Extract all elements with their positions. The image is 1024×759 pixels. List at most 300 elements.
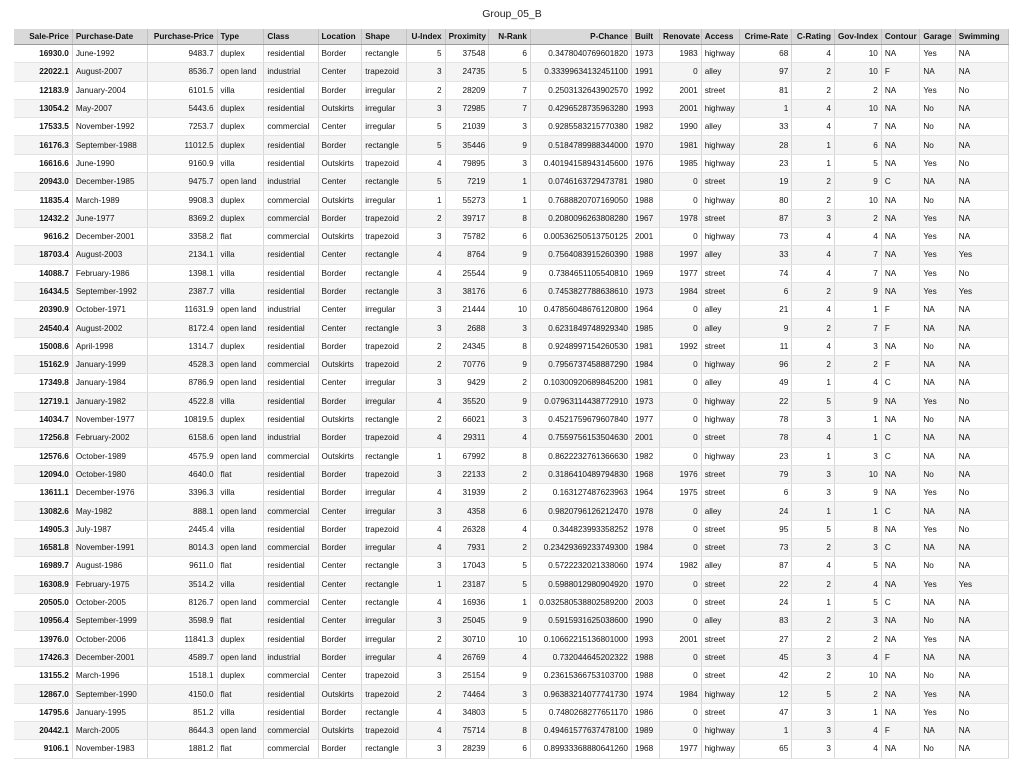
table-row[interactable]	[14, 337, 1009, 355]
table-cell[interactable]: irregular	[362, 539, 407, 557]
table-cell[interactable]: 5	[489, 703, 531, 721]
table-cell[interactable]: 2	[407, 209, 446, 227]
table-cell[interactable]: residential	[264, 630, 318, 648]
table-cell[interactable]: alley	[701, 319, 740, 337]
table-cell[interactable]: irregular	[362, 301, 407, 319]
table-cell[interactable]: 4	[489, 429, 531, 447]
table-cell[interactable]: villa	[217, 520, 264, 538]
table-cell[interactable]: October-1989	[72, 447, 147, 465]
table-cell[interactable]: 22022.1	[14, 63, 72, 81]
table-cell[interactable]: commercial	[264, 227, 318, 245]
table-cell[interactable]: villa	[217, 154, 264, 172]
table-cell[interactable]: 7253.7	[147, 118, 217, 136]
table-cell[interactable]: Outskirts	[318, 410, 362, 428]
table-cell[interactable]: NA	[955, 136, 1008, 154]
table-cell[interactable]: 4150.0	[147, 685, 217, 703]
table-cell[interactable]: 4	[834, 227, 881, 245]
table-cell[interactable]: NA	[955, 319, 1008, 337]
table-cell[interactable]: open land	[217, 648, 264, 666]
column-header[interactable]: Class	[264, 29, 318, 45]
table-cell[interactable]: 87	[740, 557, 792, 575]
table-cell[interactable]: C	[881, 593, 920, 611]
table-cell[interactable]: NA	[955, 667, 1008, 685]
table-cell[interactable]: street	[701, 282, 740, 300]
table-cell[interactable]: 3396.3	[147, 484, 217, 502]
table-row[interactable]	[14, 301, 1009, 319]
table-cell[interactable]: flat	[217, 557, 264, 575]
table-cell[interactable]: No	[920, 557, 955, 575]
table-cell[interactable]: 2	[792, 81, 835, 99]
table-cell[interactable]: 9429	[445, 374, 489, 392]
table-cell[interactable]: open land	[217, 173, 264, 191]
table-cell[interactable]: alley	[701, 557, 740, 575]
table-cell[interactable]: Border	[318, 264, 362, 282]
table-cell[interactable]: 28239	[445, 740, 489, 758]
table-cell[interactable]: highway	[701, 356, 740, 374]
table-cell[interactable]: duplex	[217, 99, 264, 117]
table-cell[interactable]: No	[920, 612, 955, 630]
table-cell[interactable]: Center	[318, 612, 362, 630]
table-row[interactable]	[14, 209, 1009, 227]
table-cell[interactable]: 29311	[445, 429, 489, 447]
table-cell[interactable]: flat	[217, 685, 264, 703]
table-row[interactable]	[14, 575, 1009, 593]
table-cell[interactable]: duplex	[217, 136, 264, 154]
table-cell[interactable]: 1985	[660, 154, 702, 172]
table-cell[interactable]: 3	[407, 301, 446, 319]
table-cell[interactable]: 1970	[631, 575, 659, 593]
table-cell[interactable]: 10	[834, 63, 881, 81]
table-cell[interactable]: 12576.6	[14, 447, 72, 465]
table-cell[interactable]: NA	[955, 337, 1008, 355]
column-header[interactable]: Gov-Index	[834, 29, 881, 45]
table-cell[interactable]: Yes	[955, 575, 1008, 593]
table-cell[interactable]: 72985	[445, 99, 489, 117]
table-cell[interactable]: 3	[407, 99, 446, 117]
table-cell[interactable]: 6101.5	[147, 81, 217, 99]
table-cell[interactable]: 3	[407, 465, 446, 483]
table-cell[interactable]: Center	[318, 575, 362, 593]
table-cell[interactable]: 1	[834, 301, 881, 319]
table-cell[interactable]: 1	[834, 410, 881, 428]
table-cell[interactable]: June-1977	[72, 209, 147, 227]
table-cell[interactable]: 1970	[631, 136, 659, 154]
table-cell[interactable]: 0	[660, 520, 702, 538]
table-cell[interactable]: 8126.7	[147, 593, 217, 611]
table-cell[interactable]: alley	[701, 301, 740, 319]
table-cell[interactable]: industrial	[264, 301, 318, 319]
table-cell[interactable]: 8369.2	[147, 209, 217, 227]
table-cell[interactable]: 7931	[445, 539, 489, 557]
table-cell[interactable]: 0	[660, 392, 702, 410]
table-cell[interactable]: 4	[407, 392, 446, 410]
table-cell[interactable]: 11835.4	[14, 191, 72, 209]
table-cell[interactable]: 9	[489, 356, 531, 374]
table-cell[interactable]: NA	[955, 118, 1008, 136]
table-cell[interactable]: Yes	[920, 154, 955, 172]
table-cell[interactable]: NA	[881, 136, 920, 154]
table-cell[interactable]: 24	[740, 502, 792, 520]
table-cell[interactable]: 3	[792, 740, 835, 758]
table-cell[interactable]: 2001	[660, 81, 702, 99]
table-cell[interactable]: 68	[740, 45, 792, 63]
table-cell[interactable]: commercial	[264, 191, 318, 209]
table-cell[interactable]: commercial	[264, 447, 318, 465]
table-cell[interactable]: street	[701, 337, 740, 355]
table-row[interactable]	[14, 118, 1009, 136]
table-cell[interactable]: 1982	[631, 447, 659, 465]
table-cell[interactable]: duplex	[217, 45, 264, 63]
table-cell[interactable]: 11	[740, 337, 792, 355]
table-cell[interactable]: Center	[318, 667, 362, 685]
table-cell[interactable]: April-1998	[72, 337, 147, 355]
table-cell[interactable]: NA	[881, 81, 920, 99]
table-cell[interactable]: 3	[792, 465, 835, 483]
table-cell[interactable]: 4	[792, 227, 835, 245]
table-cell[interactable]: 6	[489, 740, 531, 758]
table-cell[interactable]: 0	[660, 593, 702, 611]
table-cell[interactable]: trapezoid	[362, 429, 407, 447]
table-cell[interactable]: 4	[792, 264, 835, 282]
table-cell[interactable]: 4	[792, 557, 835, 575]
table-cell[interactable]: NA	[881, 264, 920, 282]
table-cell[interactable]: NA	[955, 45, 1008, 63]
table-cell[interactable]: Outskirts	[318, 685, 362, 703]
table-cell[interactable]: 0.7956737458887290	[530, 356, 631, 374]
table-cell[interactable]: 4	[407, 703, 446, 721]
table-cell[interactable]: flat	[217, 465, 264, 483]
table-cell[interactable]: residential	[264, 465, 318, 483]
table-cell[interactable]: 15162.9	[14, 356, 72, 374]
table-cell[interactable]: 0	[660, 374, 702, 392]
table-cell[interactable]: 1993	[631, 99, 659, 117]
table-cell[interactable]: Center	[318, 246, 362, 264]
table-cell[interactable]: NA	[955, 740, 1008, 758]
table-cell[interactable]: 16581.8	[14, 539, 72, 557]
table-cell[interactable]: 8	[489, 337, 531, 355]
table-cell[interactable]: 5	[489, 63, 531, 81]
column-header[interactable]: Renovate	[660, 29, 702, 45]
table-cell[interactable]: August-1986	[72, 557, 147, 575]
table-row[interactable]	[14, 703, 1009, 721]
table-cell[interactable]: NA	[955, 721, 1008, 739]
table-cell[interactable]: NA	[881, 246, 920, 264]
table-cell[interactable]: rectangle	[362, 557, 407, 575]
table-cell[interactable]: No	[955, 264, 1008, 282]
table-cell[interactable]: Border	[318, 520, 362, 538]
table-cell[interactable]: 0.3186410489794830	[530, 465, 631, 483]
table-cell[interactable]: NA	[881, 45, 920, 63]
table-cell[interactable]: 3	[407, 502, 446, 520]
table-cell[interactable]: 6	[740, 484, 792, 502]
table-cell[interactable]: NA	[920, 374, 955, 392]
table-cell[interactable]: 0.032580538802589200	[530, 593, 631, 611]
table-cell[interactable]: NA	[881, 99, 920, 117]
table-cell[interactable]: 3	[489, 319, 531, 337]
table-cell[interactable]: 33	[740, 246, 792, 264]
table-cell[interactable]: trapezoid	[362, 721, 407, 739]
table-cell[interactable]: 1984	[660, 685, 702, 703]
table-cell[interactable]: villa	[217, 484, 264, 502]
table-cell[interactable]: 0.49461577637478100	[530, 721, 631, 739]
table-row[interactable]	[14, 429, 1009, 447]
table-cell[interactable]: 888.1	[147, 502, 217, 520]
table-cell[interactable]: 1984	[631, 539, 659, 557]
table-row[interactable]	[14, 612, 1009, 630]
table-cell[interactable]: 0.7384651105540810	[530, 264, 631, 282]
table-cell[interactable]: 0	[660, 356, 702, 374]
table-cell[interactable]: commercial	[264, 356, 318, 374]
table-cell[interactable]: 20442.1	[14, 721, 72, 739]
table-cell[interactable]: Yes	[955, 246, 1008, 264]
table-cell[interactable]: March-1996	[72, 667, 147, 685]
table-cell[interactable]: villa	[217, 575, 264, 593]
table-cell[interactable]: residential	[264, 45, 318, 63]
table-cell[interactable]: 1973	[631, 45, 659, 63]
table-cell[interactable]: industrial	[264, 173, 318, 191]
table-cell[interactable]: 8644.3	[147, 721, 217, 739]
table-cell[interactable]: highway	[701, 154, 740, 172]
column-header[interactable]: C-Rating	[792, 29, 835, 45]
table-cell[interactable]: Center	[318, 502, 362, 520]
table-cell[interactable]: 3	[834, 612, 881, 630]
table-cell[interactable]: 0	[660, 648, 702, 666]
table-cell[interactable]: Outskirts	[318, 99, 362, 117]
column-header[interactable]: U-Index	[407, 29, 446, 45]
table-cell[interactable]: irregular	[362, 374, 407, 392]
table-cell[interactable]: 4	[834, 740, 881, 758]
table-cell[interactable]: 4	[407, 539, 446, 557]
table-cell[interactable]: No	[920, 465, 955, 483]
table-cell[interactable]: 1881.2	[147, 740, 217, 758]
table-cell[interactable]: No	[920, 667, 955, 685]
table-cell[interactable]: 0.07963114438772910	[530, 392, 631, 410]
table-cell[interactable]: 23187	[445, 575, 489, 593]
table-cell[interactable]: 87	[740, 209, 792, 227]
table-cell[interactable]: 12	[740, 685, 792, 703]
table-cell[interactable]: 3	[407, 667, 446, 685]
table-cell[interactable]: 26328	[445, 520, 489, 538]
table-cell[interactable]: 12719.1	[14, 392, 72, 410]
table-cell[interactable]: 1992	[660, 337, 702, 355]
table-cell[interactable]: NA	[920, 447, 955, 465]
table-cell[interactable]: 20390.9	[14, 301, 72, 319]
table-cell[interactable]: 30710	[445, 630, 489, 648]
table-cell[interactable]: street	[701, 520, 740, 538]
table-cell[interactable]: irregular	[362, 118, 407, 136]
table-cell[interactable]: No	[920, 136, 955, 154]
table-cell[interactable]: highway	[701, 740, 740, 758]
table-cell[interactable]: NA	[955, 465, 1008, 483]
table-cell[interactable]: Border	[318, 282, 362, 300]
table-cell[interactable]: 4	[792, 301, 835, 319]
table-cell[interactable]: NA	[955, 99, 1008, 117]
table-row[interactable]	[14, 99, 1009, 117]
table-cell[interactable]: 1978	[660, 209, 702, 227]
table-cell[interactable]: 3	[792, 703, 835, 721]
table-cell[interactable]: November-1992	[72, 118, 147, 136]
table-cell[interactable]: 1988	[631, 191, 659, 209]
table-cell[interactable]: 26769	[445, 648, 489, 666]
table-cell[interactable]: 3	[792, 484, 835, 502]
table-cell[interactable]: 1984	[631, 356, 659, 374]
table-cell[interactable]: NA	[955, 227, 1008, 245]
table-cell[interactable]: 1978	[631, 502, 659, 520]
table-cell[interactable]: NA	[920, 301, 955, 319]
table-cell[interactable]: June-1990	[72, 154, 147, 172]
table-cell[interactable]: residential	[264, 154, 318, 172]
table-cell[interactable]: 10	[489, 630, 531, 648]
table-cell[interactable]: 10	[834, 99, 881, 117]
table-cell[interactable]: 0.40194158943145600	[530, 154, 631, 172]
table-cell[interactable]: 0	[660, 429, 702, 447]
table-cell[interactable]: NA	[955, 429, 1008, 447]
table-cell[interactable]: NA	[881, 703, 920, 721]
table-cell[interactable]: 1	[489, 191, 531, 209]
table-cell[interactable]: 4	[834, 648, 881, 666]
table-cell[interactable]: rectangle	[362, 319, 407, 337]
table-cell[interactable]: 0.23615366753103700	[530, 667, 631, 685]
table-cell[interactable]: villa	[217, 282, 264, 300]
table-cell[interactable]: street	[701, 703, 740, 721]
table-cell[interactable]: Yes	[920, 392, 955, 410]
table-cell[interactable]: 10	[489, 301, 531, 319]
table-cell[interactable]: trapezoid	[362, 520, 407, 538]
table-cell[interactable]: 9	[489, 264, 531, 282]
table-cell[interactable]: 2	[792, 575, 835, 593]
table-cell[interactable]: 34803	[445, 703, 489, 721]
table-cell[interactable]: 3	[489, 154, 531, 172]
table-cell[interactable]: 2134.1	[147, 246, 217, 264]
table-cell[interactable]: NA	[955, 648, 1008, 666]
table-cell[interactable]: No	[955, 703, 1008, 721]
table-cell[interactable]: rectangle	[362, 447, 407, 465]
table-cell[interactable]: 1976	[631, 154, 659, 172]
table-cell[interactable]: 9	[489, 392, 531, 410]
table-cell[interactable]: NA	[955, 173, 1008, 191]
table-cell[interactable]: residential	[264, 484, 318, 502]
table-cell[interactable]: Border	[318, 630, 362, 648]
table-cell[interactable]: No	[955, 484, 1008, 502]
table-cell[interactable]: 0.5915931625038600	[530, 612, 631, 630]
table-cell[interactable]: 0	[660, 410, 702, 428]
table-cell[interactable]: 9	[834, 392, 881, 410]
table-cell[interactable]: October-2005	[72, 593, 147, 611]
table-cell[interactable]: December-1976	[72, 484, 147, 502]
table-cell[interactable]: NA	[955, 356, 1008, 374]
table-cell[interactable]: 38176	[445, 282, 489, 300]
table-cell[interactable]: November-1983	[72, 740, 147, 758]
table-cell[interactable]: Yes	[920, 81, 955, 99]
table-cell[interactable]: 17256.8	[14, 429, 72, 447]
table-cell[interactable]: 8	[489, 209, 531, 227]
table-row[interactable]	[14, 539, 1009, 557]
table-cell[interactable]: C	[881, 502, 920, 520]
table-cell[interactable]: September-1988	[72, 136, 147, 154]
table-cell[interactable]: 12867.0	[14, 685, 72, 703]
table-cell[interactable]: duplex	[217, 209, 264, 227]
table-cell[interactable]: C	[881, 429, 920, 447]
table-cell[interactable]: 24	[740, 593, 792, 611]
table-cell[interactable]: NA	[955, 191, 1008, 209]
table-cell[interactable]: No	[920, 740, 955, 758]
table-cell[interactable]: 21039	[445, 118, 489, 136]
table-cell[interactable]: villa	[217, 703, 264, 721]
table-cell[interactable]: 7219	[445, 173, 489, 191]
table-cell[interactable]: 5	[407, 173, 446, 191]
table-cell[interactable]: NA	[881, 740, 920, 758]
table-cell[interactable]: 17043	[445, 557, 489, 575]
table-cell[interactable]: January-1995	[72, 703, 147, 721]
table-cell[interactable]: 4	[407, 484, 446, 502]
table-cell[interactable]: NA	[881, 282, 920, 300]
table-cell[interactable]: Yes	[920, 227, 955, 245]
table-cell[interactable]: Yes	[920, 630, 955, 648]
table-cell[interactable]: 0.732044645202322	[530, 648, 631, 666]
table-cell[interactable]: 4	[407, 429, 446, 447]
table-row[interactable]	[14, 721, 1009, 739]
table-cell[interactable]: Outskirts	[318, 191, 362, 209]
table-cell[interactable]: 7	[489, 81, 531, 99]
table-cell[interactable]: August-2003	[72, 246, 147, 264]
table-cell[interactable]: 0.5988012980904920	[530, 575, 631, 593]
table-cell[interactable]: 11841.3	[147, 630, 217, 648]
table-cell[interactable]: 1982	[631, 118, 659, 136]
table-cell[interactable]: 14905.3	[14, 520, 72, 538]
table-cell[interactable]: 11012.5	[147, 136, 217, 154]
table-cell[interactable]: 4	[407, 721, 446, 739]
table-cell[interactable]: 20943.0	[14, 173, 72, 191]
table-cell[interactable]: Center	[318, 319, 362, 337]
table-cell[interactable]: trapezoid	[362, 685, 407, 703]
table-cell[interactable]: NA	[881, 191, 920, 209]
table-cell[interactable]: highway	[701, 447, 740, 465]
table-cell[interactable]: 4589.7	[147, 648, 217, 666]
table-cell[interactable]: Yes	[920, 484, 955, 502]
table-cell[interactable]: 80	[740, 191, 792, 209]
table-cell[interactable]: residential	[264, 374, 318, 392]
table-cell[interactable]: 3514.2	[147, 575, 217, 593]
table-cell[interactable]: November-1977	[72, 410, 147, 428]
table-cell[interactable]: 2	[792, 539, 835, 557]
table-cell[interactable]: 0.344823993358252	[530, 520, 631, 538]
table-cell[interactable]: 3	[792, 209, 835, 227]
table-cell[interactable]: 28	[740, 136, 792, 154]
table-cell[interactable]: 2387.7	[147, 282, 217, 300]
table-cell[interactable]: irregular	[362, 648, 407, 666]
table-row[interactable]	[14, 410, 1009, 428]
table-cell[interactable]: No	[955, 154, 1008, 172]
table-cell[interactable]: 25544	[445, 264, 489, 282]
table-row[interactable]	[14, 45, 1009, 63]
table-row[interactable]	[14, 520, 1009, 538]
table-cell[interactable]: Outskirts	[318, 154, 362, 172]
table-cell[interactable]: 0.4296528735963280	[530, 99, 631, 117]
table-cell[interactable]: January-1982	[72, 392, 147, 410]
table-cell[interactable]: commercial	[264, 593, 318, 611]
table-cell[interactable]: 9	[740, 319, 792, 337]
table-cell[interactable]: 66021	[445, 410, 489, 428]
table-cell[interactable]: 3358.2	[147, 227, 217, 245]
table-cell[interactable]: 3	[407, 374, 446, 392]
table-cell[interactable]: rectangle	[362, 740, 407, 758]
table-cell[interactable]: 74	[740, 264, 792, 282]
table-cell[interactable]: residential	[264, 264, 318, 282]
table-cell[interactable]: NA	[920, 356, 955, 374]
table-cell[interactable]: 1969	[631, 264, 659, 282]
table-cell[interactable]: street	[701, 429, 740, 447]
column-header[interactable]: Garage	[920, 29, 955, 45]
